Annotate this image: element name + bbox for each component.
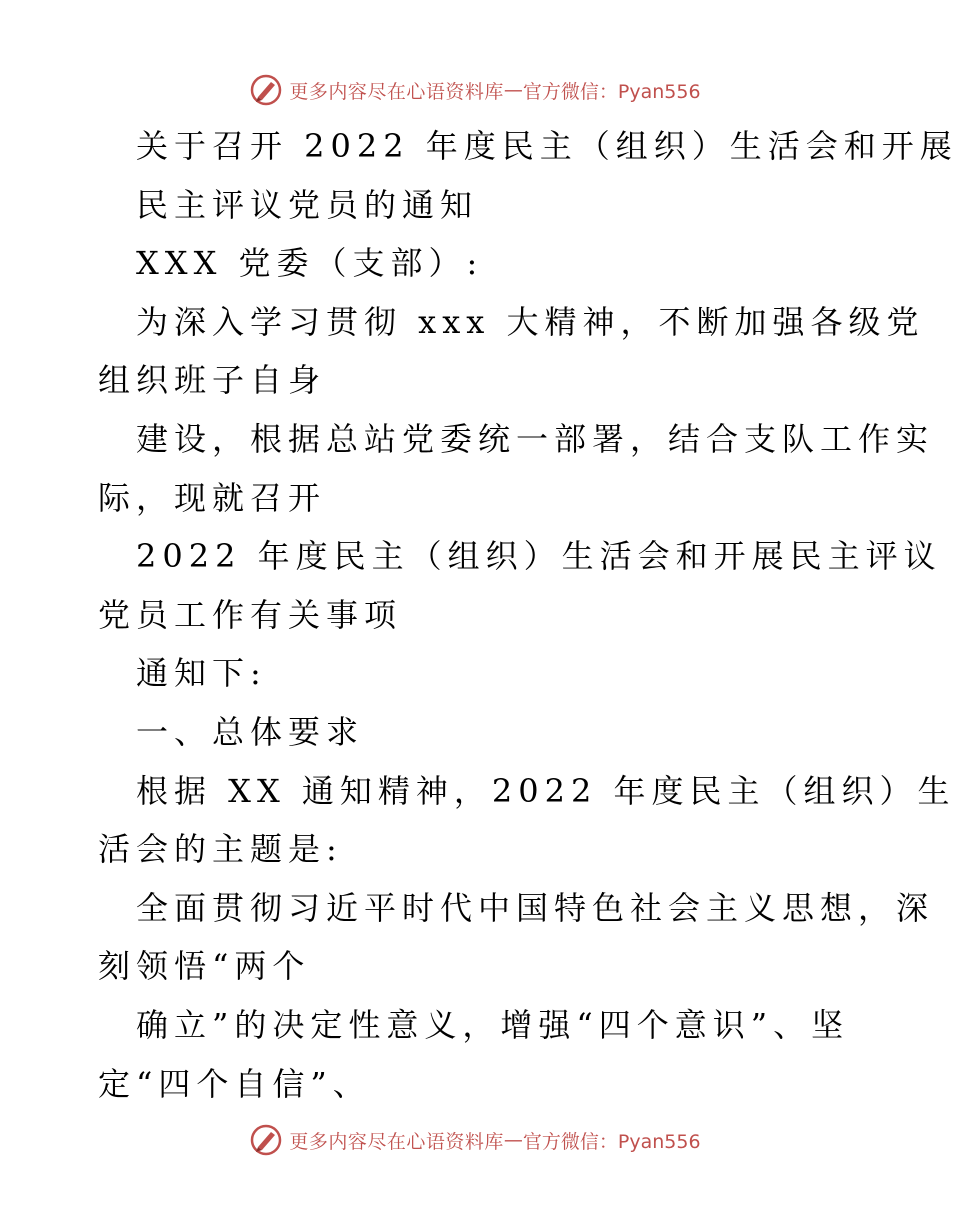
pen-logo-icon <box>249 1123 283 1157</box>
doc-line: 全面贯彻习近平时代中国特色社会主义思想，深 <box>136 888 935 927</box>
banner-wechat: 官方微信：Pyan556 <box>522 1130 701 1153</box>
doc-line: 2022 年度民主（组织）生活会和开展民主评议 <box>136 537 942 576</box>
doc-line: 为深入学习贯彻 xxx 大精神，不断加强各级党 <box>136 302 925 341</box>
doc-line: 组织班子自身 <box>98 361 327 400</box>
doc-line: 通知下: <box>136 654 267 693</box>
header-banner <box>0 70 950 110</box>
doc-line: 定“四个自信”、 <box>98 1064 371 1103</box>
doc-line: 际，现就召开 <box>98 478 327 517</box>
doc-line: 确立”的决定性意义，增强“四个意识”、坚 <box>136 1005 850 1044</box>
doc-line: 一、总体要求 <box>136 712 365 751</box>
doc-line: 根据 XX 通知精神，2022 年度民主（组织）生 <box>136 771 956 810</box>
banner-text: 更多内容尽在心语资料库 <box>289 1130 504 1153</box>
doc-line: 民主评议党员的通知 <box>136 185 479 224</box>
banner-separator: — <box>503 1129 523 1151</box>
document-body <box>98 117 958 1113</box>
doc-line: 刻领悟“两个 <box>98 947 311 986</box>
doc-line: 党员工作有关事项 <box>98 595 403 634</box>
pen-logo-icon <box>249 73 283 107</box>
doc-line: 活会的主题是: <box>98 830 343 869</box>
doc-line: 建设，根据总站党委统一部署，结合支队工作实 <box>136 419 935 458</box>
doc-line: 关于召开 2022 年度民主（组织）生活会和开展 <box>136 127 958 165</box>
footer-banner <box>0 1120 950 1160</box>
banner-separator: — <box>503 79 523 101</box>
doc-line: XXX 党委（支部）: <box>136 244 484 283</box>
banner-wechat: 官方微信：Pyan556 <box>522 80 701 103</box>
banner-text: 更多内容尽在心语资料库 <box>289 80 504 103</box>
